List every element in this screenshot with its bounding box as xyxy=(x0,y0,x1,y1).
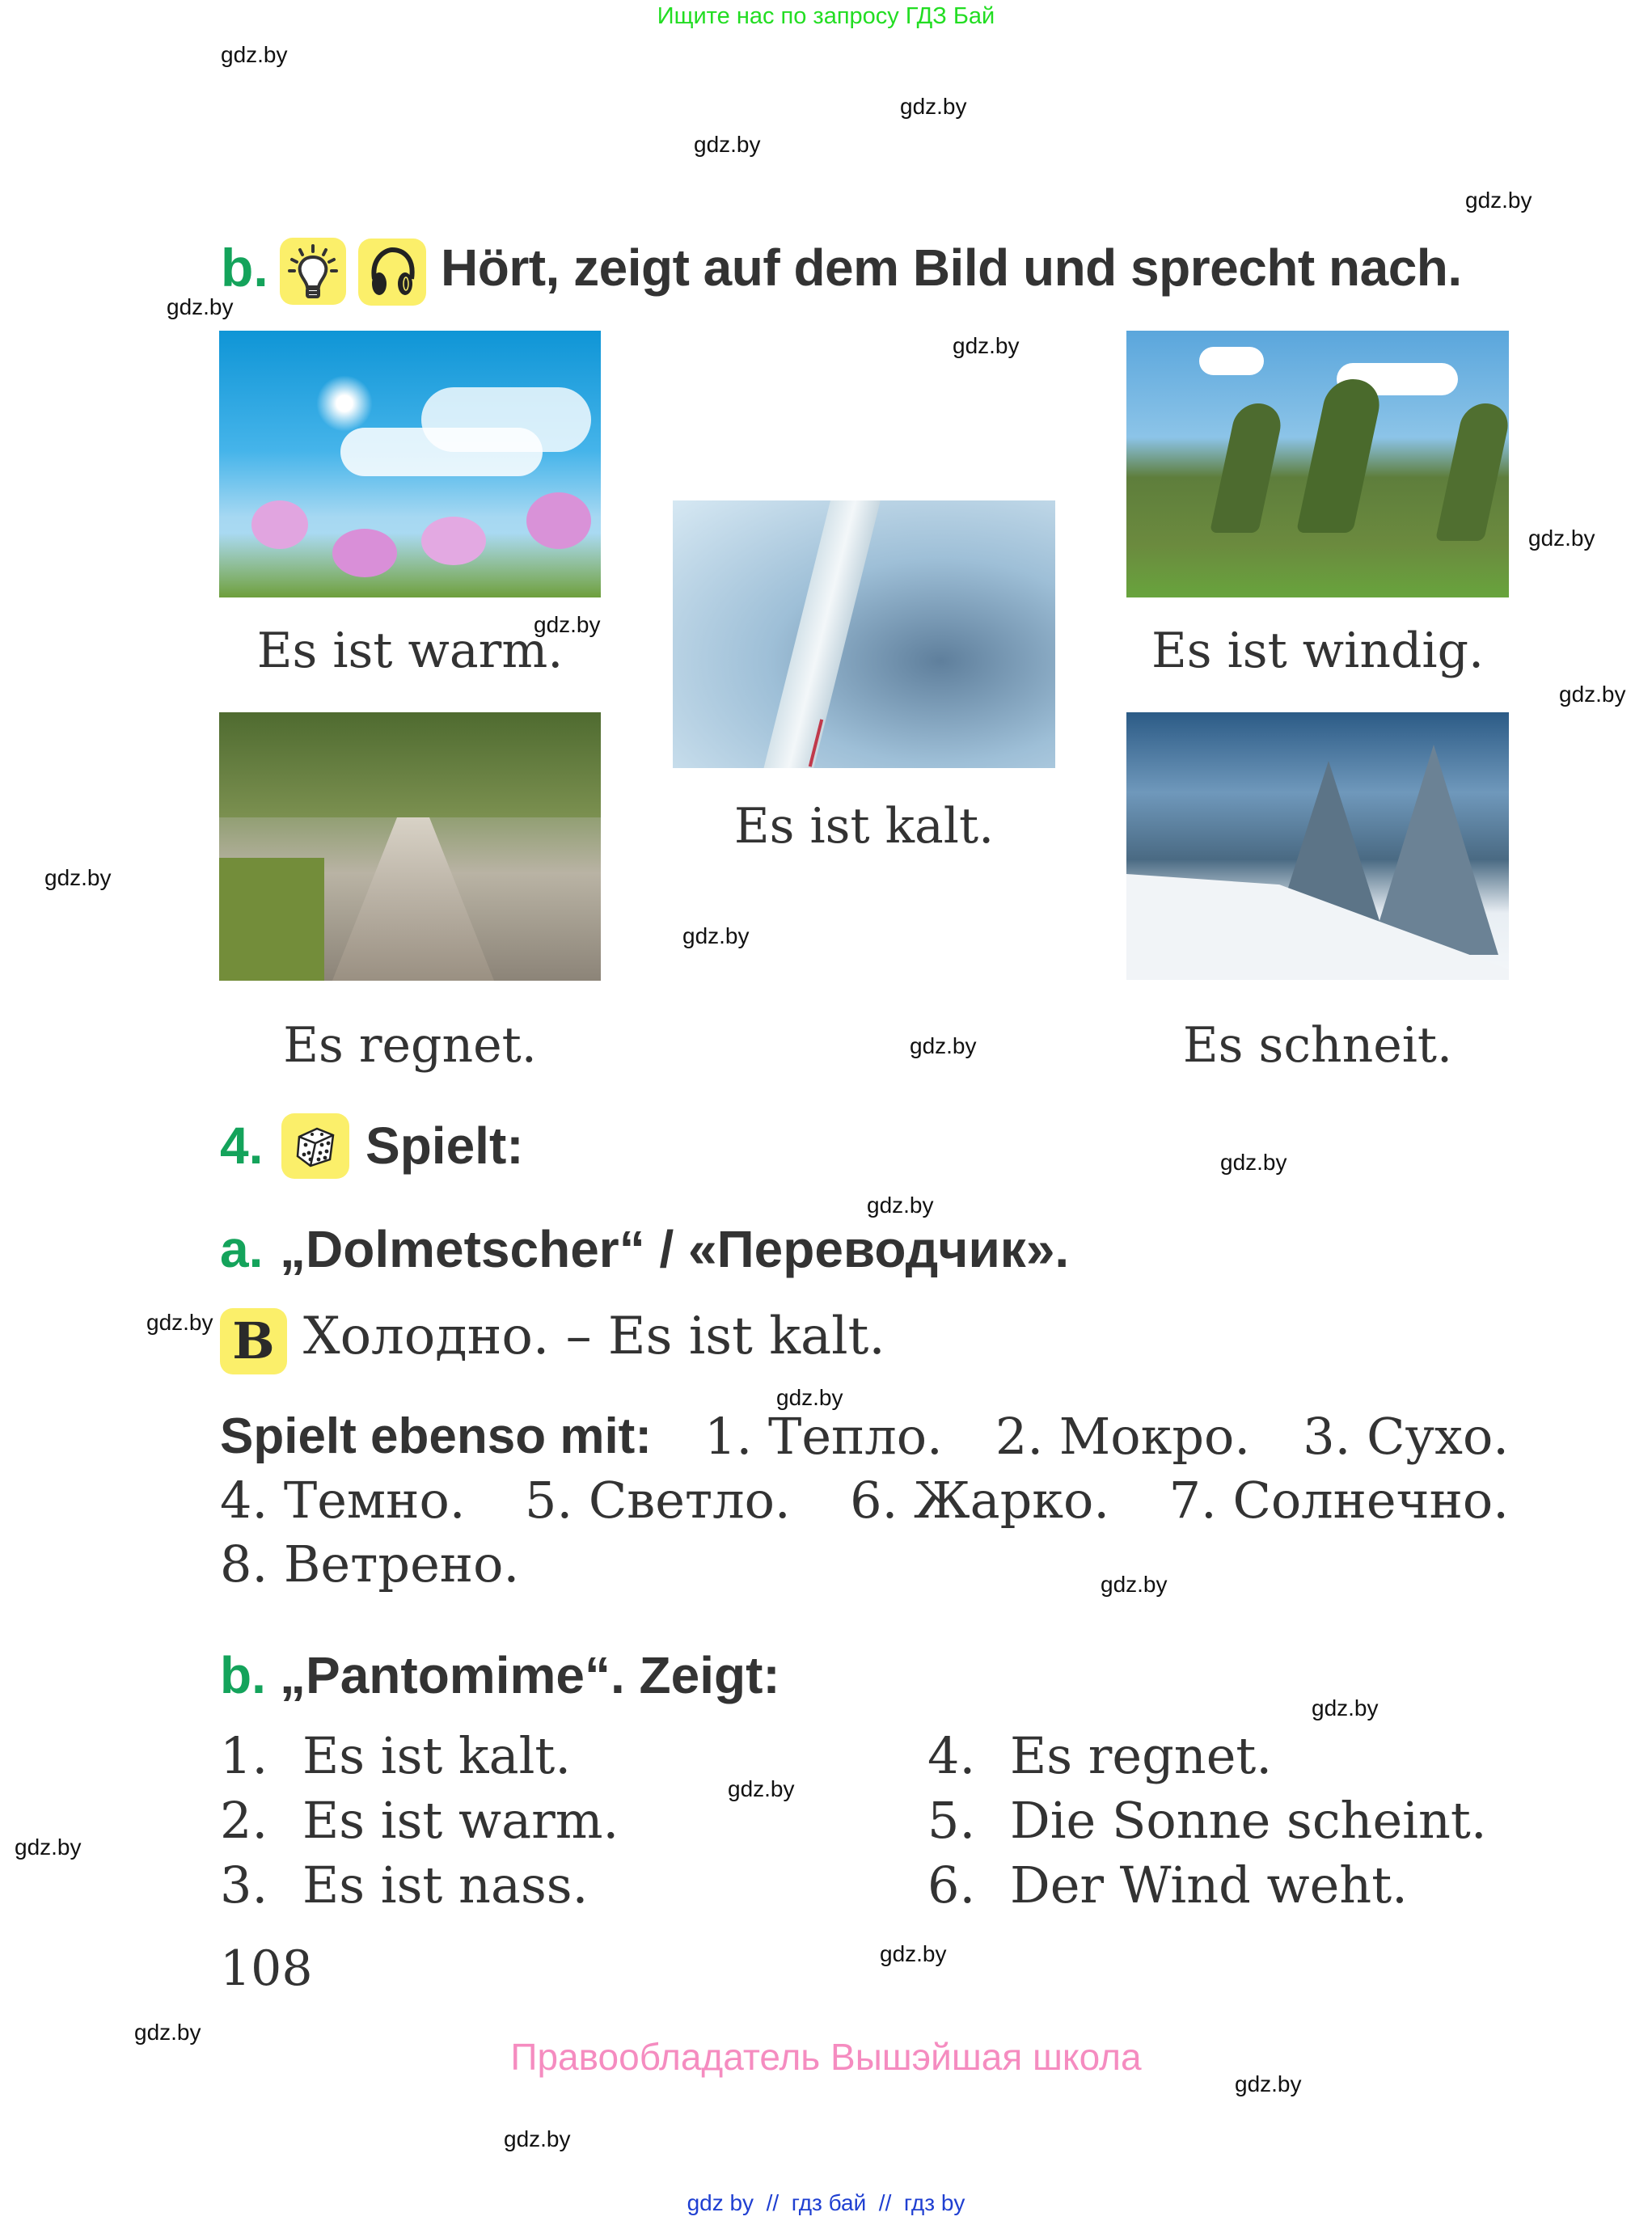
item-number: 5. xyxy=(927,1791,976,1850)
items-line-2 xyxy=(220,1468,1509,1532)
part-b-letter: b. xyxy=(220,1646,266,1704)
item-text: Der Wind weht. xyxy=(1010,1856,1408,1915)
copyright-notice: Правообладатель Вышэйшая школа xyxy=(510,2036,1142,2078)
list-item xyxy=(220,1853,619,1918)
part-a-title: „Dolmetscher“ / «Переводчик». xyxy=(280,1220,1070,1278)
footer-links[interactable]: gdz by // гдз бай // гдз by xyxy=(687,2190,965,2215)
items-line-1 xyxy=(220,1404,1509,1468)
dice-icon-box xyxy=(281,1113,349,1179)
item-4: 4. Темно. xyxy=(220,1471,466,1530)
watermark: gdz.by xyxy=(776,1385,843,1410)
item-1: 1. Тепло. xyxy=(704,1407,943,1466)
list-item xyxy=(220,1788,619,1853)
watermark: gdz.by xyxy=(146,1310,213,1335)
caption-snow: Es schneit. xyxy=(1182,1017,1453,1074)
watermark: gdz.by xyxy=(534,612,601,637)
photo-snow xyxy=(1126,712,1509,980)
watermark: gdz.by xyxy=(867,1193,934,1218)
watermark: gdz.by xyxy=(221,42,288,67)
photo-warm xyxy=(219,331,601,597)
watermark: gdz.by xyxy=(694,132,761,157)
item-text: Es ist kalt. xyxy=(302,1726,572,1785)
watermark: gdz.by xyxy=(880,1941,947,1966)
watermark: gdz.by xyxy=(1235,2071,1302,2096)
watermark: gdz.by xyxy=(728,1776,795,1801)
item-2: 2. Мокро. xyxy=(995,1407,1251,1466)
part-b-title: „Pantomime“. Zeigt: xyxy=(280,1646,780,1704)
watermark: gdz.by xyxy=(1220,1150,1287,1175)
page-number: 108 xyxy=(220,1940,313,1997)
item-number: 4. xyxy=(927,1726,976,1785)
list-item xyxy=(220,1724,619,1788)
item-3: 3. Сухо. xyxy=(1303,1407,1509,1466)
list-item xyxy=(927,1788,1487,1853)
watermark: gdz.by xyxy=(167,294,234,319)
search-hint: Ищите нас по запросу ГДЗ Бай xyxy=(657,3,995,29)
pantomime-left-list xyxy=(220,1724,619,1918)
watermark: gdz.by xyxy=(1312,1695,1379,1720)
example-icon-box xyxy=(220,1308,287,1374)
watermark: gdz.by xyxy=(953,333,1020,358)
item-5: 5. Светло. xyxy=(525,1471,791,1530)
watermark: gdz.by xyxy=(44,865,112,890)
exercise-number: 4. xyxy=(220,1117,264,1175)
example-sentence: Холодно. – Es ist kalt. xyxy=(303,1307,885,1366)
item-7: 7. Солнечно. xyxy=(1168,1471,1509,1530)
headphones-icon xyxy=(366,247,418,298)
example-letter-icon: В xyxy=(232,1311,275,1370)
photo-rain xyxy=(219,712,601,981)
caption-cold: Es ist kalt. xyxy=(733,798,995,855)
item-8: 8. Ветрено. xyxy=(220,1535,520,1594)
list-item xyxy=(927,1724,1487,1788)
exercise-letter: b. xyxy=(221,238,268,298)
watermark: gdz.by xyxy=(134,2020,201,2045)
items-line-3 xyxy=(220,1532,1509,1596)
exercise-title: Spielt: xyxy=(365,1117,524,1175)
watermark: gdz.by xyxy=(910,1033,977,1058)
item-number: 3. xyxy=(220,1856,268,1915)
lightbulb-icon xyxy=(286,243,340,300)
photo-windy xyxy=(1126,331,1509,597)
watermark: gdz.by xyxy=(682,923,750,948)
headphones-icon-box xyxy=(358,239,426,306)
watermark: gdz.by xyxy=(900,94,967,119)
watermark: gdz.by xyxy=(504,2126,571,2151)
part-a-letter: a. xyxy=(220,1220,264,1278)
item-text: Es regnet. xyxy=(1010,1726,1273,1785)
caption-warm: Es ist warm. xyxy=(256,623,564,679)
exercise-title: Hört, zeigt auf dem Bild und sprecht nach. xyxy=(441,239,1462,297)
photo-cold xyxy=(673,500,1055,768)
watermark: gdz.by xyxy=(1101,1572,1168,1597)
caption-windy: Es ist windig. xyxy=(1151,623,1485,679)
item-text: Es ist warm. xyxy=(302,1791,619,1850)
item-text: Es ist nass. xyxy=(302,1856,589,1915)
item-number: 2. xyxy=(220,1791,268,1850)
item-text: Die Sonne scheint. xyxy=(1010,1791,1487,1850)
watermark: gdz.by xyxy=(1528,526,1595,551)
instruction: Spielt ebenso mit: xyxy=(220,1408,652,1464)
list-item xyxy=(927,1853,1487,1918)
item-number: 1. xyxy=(220,1726,268,1785)
pantomime-right-list xyxy=(927,1724,1487,1918)
item-6: 6. Жарко. xyxy=(850,1471,1110,1530)
translation-items xyxy=(220,1404,1509,1596)
item-number: 6. xyxy=(927,1856,976,1915)
watermark: gdz.by xyxy=(1465,188,1532,213)
lightbulb-icon-box xyxy=(280,238,346,305)
dice-icon xyxy=(291,1122,340,1171)
watermark: gdz.by xyxy=(1559,682,1626,707)
caption-rain: Es regnet. xyxy=(283,1017,537,1074)
watermark: gdz.by xyxy=(15,1834,82,1860)
